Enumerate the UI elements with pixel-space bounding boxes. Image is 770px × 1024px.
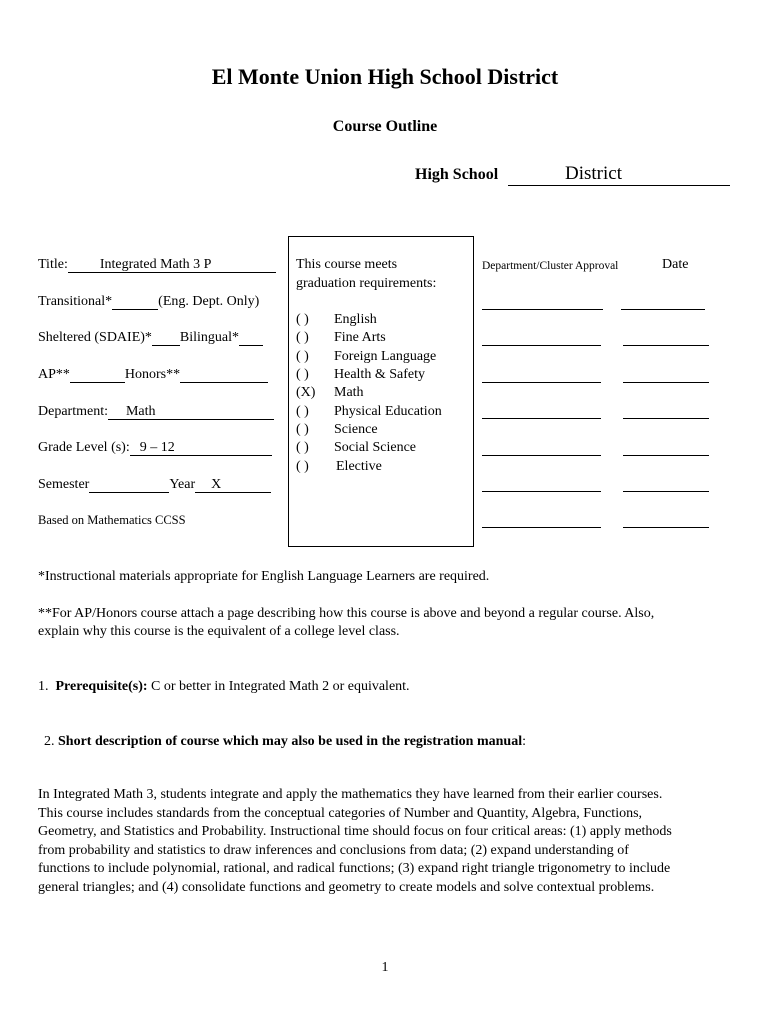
description-number: 2. xyxy=(44,734,55,749)
department-approval-heading: Department/Cluster Approval xyxy=(482,260,619,272)
description-colon: : xyxy=(522,734,526,749)
ap-field[interactable] xyxy=(70,367,125,383)
requirement-science[interactable] xyxy=(296,422,378,438)
approval-signature-line[interactable] xyxy=(482,454,601,456)
requirements-heading-1: This course meets xyxy=(296,257,398,272)
requirement-label: Health & Safety xyxy=(334,367,425,382)
requirement-physical-education[interactable] xyxy=(296,404,442,420)
department-field[interactable]: Math xyxy=(108,404,274,420)
year-label: Year xyxy=(169,477,196,492)
requirement-mark: ( ) xyxy=(296,330,309,345)
description-section-heading xyxy=(44,734,526,750)
high-school-label: High School xyxy=(415,166,499,183)
description-line: from probability and statistics to draw inferences and conclusions from data; (2) expand understanding of xyxy=(38,842,629,858)
based-on-note: Based on Mathematics CCSS xyxy=(38,513,186,527)
transitional-suffix: (Eng. Dept. Only) xyxy=(158,294,260,309)
prerequisite-section xyxy=(38,679,410,695)
requirement-elective[interactable] xyxy=(296,459,382,475)
requirement-label: Elective xyxy=(336,459,382,474)
prerequisite-text: C or better in Integrated Math 2 or equivalent. xyxy=(151,679,410,694)
ap-row xyxy=(38,367,268,383)
approval-date-line[interactable] xyxy=(623,454,709,456)
semester-row xyxy=(38,477,271,493)
grade-label: Grade Level (s): xyxy=(38,440,130,455)
requirement-label: Math xyxy=(334,385,364,400)
ap-honors-note-line-1: **For AP/Honors course attach a page describing how this course is above and beyond a regular course. Also, xyxy=(38,606,655,621)
approval-signature-line[interactable] xyxy=(482,308,603,310)
description-label: Short description of course which may also be used in the registration manual xyxy=(58,734,523,749)
approval-date-line[interactable] xyxy=(623,417,709,419)
approval-date-line[interactable] xyxy=(621,308,705,310)
title-row xyxy=(38,257,276,273)
description-line: In Integrated Math 3, students integrate and apply the mathematics they have learned from their earlier courses. xyxy=(38,787,663,802)
department-label: Department: xyxy=(38,404,108,419)
approval-date-line[interactable] xyxy=(623,381,709,383)
approval-signature-line[interactable] xyxy=(482,490,601,492)
requirement-mark: ( ) xyxy=(296,422,309,437)
requirement-label: Physical Education xyxy=(334,404,442,419)
requirement-mark: ( ) xyxy=(296,404,309,419)
requirement-foreign-language[interactable] xyxy=(296,349,436,365)
ell-note: *Instructional materials appropriate for English Language Learners are required. xyxy=(38,569,490,584)
approval-signature-line[interactable] xyxy=(482,381,601,383)
approval-date-line[interactable] xyxy=(623,490,709,492)
requirement-label: Science xyxy=(334,422,378,437)
sheltered-row xyxy=(38,330,263,346)
approval-date-heading: Date xyxy=(662,257,689,272)
bilingual-label: Bilingual* xyxy=(179,330,240,345)
requirement-mark: ( ) xyxy=(296,312,309,327)
requirement-math[interactable] xyxy=(296,385,364,401)
semester-field[interactable] xyxy=(89,477,169,493)
semester-label: Semester xyxy=(38,477,90,492)
description-line: general triangles; and (4) consolidate functions and geometry to create models and solve contextual problems. xyxy=(38,879,655,895)
approval-signature-line[interactable] xyxy=(482,526,601,528)
requirement-label: Foreign Language xyxy=(334,349,437,364)
requirement-fine-arts[interactable] xyxy=(296,330,386,346)
requirement-mark: ( ) xyxy=(296,459,309,474)
honors-label: Honors** xyxy=(124,367,181,382)
approval-date-line[interactable] xyxy=(623,526,709,528)
requirement-mark: ( ) xyxy=(296,440,309,455)
description-line: This course includes standards from the conceptual categories of Number and Quantity, Algebra, Functions, xyxy=(38,805,643,821)
grade-field[interactable]: 9 – 12 xyxy=(130,440,272,456)
requirement-label: English xyxy=(334,312,377,327)
description-line: Geometry, and Statistics and Probability. Instructional time should focus on four critical areas: (1) apply methods xyxy=(38,824,672,839)
transitional-row xyxy=(38,294,259,310)
grade-row xyxy=(38,440,272,456)
approval-date-line[interactable] xyxy=(623,344,709,346)
approval-signature-line[interactable] xyxy=(482,344,601,346)
sheltered-field[interactable] xyxy=(152,330,180,346)
document-title: El Monte Union High School District xyxy=(211,64,559,89)
requirement-label: Fine Arts xyxy=(334,330,386,345)
title-field[interactable]: Integrated Math 3 P xyxy=(68,257,276,273)
requirement-mark: (X) xyxy=(296,385,316,400)
prerequisite-number: 1. xyxy=(38,679,49,694)
transitional-label: Transitional* xyxy=(38,294,113,309)
honors-field[interactable] xyxy=(180,367,268,383)
prerequisite-label: Prerequisite(s): xyxy=(55,679,148,694)
title-label: Title: xyxy=(38,257,68,272)
department-row xyxy=(38,404,274,420)
document-subtitle: Course Outline xyxy=(332,118,438,135)
high-school-field[interactable]: District xyxy=(508,162,730,186)
course-description xyxy=(38,786,738,897)
requirement-mark: ( ) xyxy=(296,367,309,382)
description-line: functions to include polynomial, rational, and radical functions; (3) expand right triangle trigonometry to include xyxy=(38,861,671,876)
transitional-field[interactable] xyxy=(112,294,158,310)
requirement-label: Social Science xyxy=(334,440,417,455)
ap-label: AP** xyxy=(38,367,70,382)
page-number: 1 xyxy=(381,960,389,975)
requirement-mark: ( ) xyxy=(296,349,309,364)
bilingual-field[interactable] xyxy=(239,330,263,346)
ap-honors-note-line-2: explain why this course is the equivalent of a college level class. xyxy=(38,624,400,639)
approval-signature-line[interactable] xyxy=(482,417,601,419)
sheltered-label: Sheltered (SDAIE)* xyxy=(38,330,152,345)
requirement-social-science[interactable] xyxy=(296,440,416,456)
requirement-health-safety[interactable] xyxy=(296,367,425,383)
requirement-english[interactable] xyxy=(296,312,377,328)
requirements-heading-2: graduation requirements: xyxy=(296,276,437,291)
year-field[interactable]: X xyxy=(195,477,271,493)
